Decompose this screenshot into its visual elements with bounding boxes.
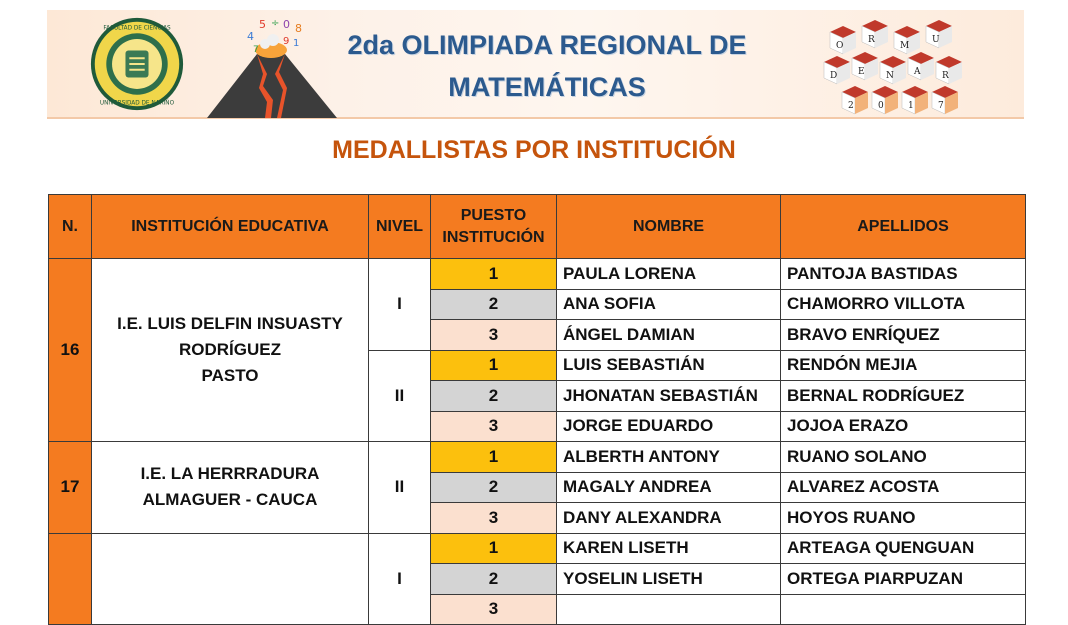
logo-letter: U	[932, 35, 940, 45]
first-name-cell	[557, 594, 781, 625]
header-banner	[47, 10, 1024, 119]
logo-letter: 1	[908, 101, 914, 111]
logo-cube	[894, 26, 920, 54]
first-name-cell: ALBERTH ANTONY	[557, 442, 781, 473]
level-cell: I	[369, 259, 431, 351]
logo-letter: R	[942, 71, 949, 81]
place-cell: 1	[431, 442, 557, 473]
logo-cube	[872, 86, 898, 114]
institution-name	[92, 442, 369, 534]
col-header-puesto-line-1: PUESTO	[460, 206, 527, 224]
col-header-nivel: NIVEL	[369, 195, 431, 259]
logo-letter: D	[830, 71, 838, 81]
banner-title	[347, 24, 747, 108]
place-cell: 2	[431, 472, 557, 503]
col-header-nombre: NOMBRE	[557, 195, 781, 259]
place-cell: 3	[431, 320, 557, 351]
first-name-cell: ÁNGEL DAMIAN	[557, 320, 781, 351]
first-name-cell: JORGE EDUARDO	[557, 411, 781, 442]
logo-letter: E	[858, 67, 865, 77]
logo-cube	[932, 86, 958, 114]
institution-name	[92, 259, 369, 442]
level-cell: II	[369, 350, 431, 442]
last-name-cell: ARTEAGA QUENGUAN	[781, 533, 1026, 564]
col-header-puesto	[431, 195, 557, 259]
logo-letter: O	[836, 41, 844, 51]
first-name-cell: MAGALY ANDREA	[557, 472, 781, 503]
first-name-cell: YOSELIN LISETH	[557, 564, 781, 595]
last-name-cell: JOJOA ERAZO	[781, 411, 1026, 442]
last-name-cell: ORTEGA PIARPUZAN	[781, 564, 1026, 595]
institution-name-line: PASTO	[201, 366, 259, 385]
table-row	[49, 259, 1026, 290]
logo-letter: 2	[848, 101, 854, 111]
logo-letter: 7	[938, 101, 944, 111]
svg-text:9: 9	[283, 36, 290, 47]
banner-title-line-2: MATEMÁTICAS	[448, 72, 646, 102]
logo-cube	[842, 86, 868, 114]
svg-text:FACULTAD DE CIENCIAS: FACULTAD DE CIENCIAS	[103, 25, 171, 32]
table-body	[49, 259, 1026, 625]
last-name-cell: RUANO SOLANO	[781, 442, 1026, 473]
volcano-numbers-icon	[207, 14, 337, 118]
place-cell: 1	[431, 259, 557, 290]
medallists-table	[48, 194, 1026, 625]
level-cell: II	[369, 442, 431, 534]
institution-name-line: ALMAGUER - CAUCA	[142, 490, 318, 510]
logo-cube	[852, 52, 878, 80]
last-name-cell: PANTOJA BASTIDAS	[781, 259, 1026, 290]
table-header-row	[49, 195, 1026, 259]
place-cell: 3	[431, 503, 557, 534]
table-row	[49, 442, 1026, 473]
logo-letter: M	[900, 41, 910, 51]
first-name-cell: ANA SOFIA	[557, 289, 781, 320]
first-name-cell: DANY ALEXANDRA	[557, 503, 781, 534]
logo-cube	[902, 86, 928, 114]
page-subtitle: MEDALLISTAS POR INSTITUCIÓN	[332, 136, 736, 164]
svg-text:0: 0	[283, 18, 290, 31]
place-cell: 1	[431, 533, 557, 564]
last-name-cell: BRAVO ENRÍQUEZ	[781, 320, 1026, 351]
svg-text:8: 8	[295, 22, 302, 35]
logo-cube	[908, 52, 934, 80]
table-row	[49, 533, 1026, 564]
last-name-cell: BERNAL RODRÍGUEZ	[781, 381, 1026, 412]
col-header-puesto-line-2: INSTITUCIÓN	[442, 228, 545, 246]
logo-cube	[830, 26, 856, 54]
logo-cube	[824, 56, 850, 84]
first-name-cell: KAREN LISETH	[557, 533, 781, 564]
place-cell: 3	[431, 594, 557, 625]
institution-name-line: I.E. LUIS DELFIN INSUASTY	[117, 314, 343, 333]
logo-cube	[880, 56, 906, 84]
institution-number	[49, 533, 92, 625]
place-cell: 1	[431, 350, 557, 381]
last-name-cell: CHAMORRO VILLOTA	[781, 289, 1026, 320]
last-name-cell: HOYOS RUANO	[781, 503, 1026, 534]
logo-letter: N	[886, 71, 894, 81]
svg-text:7: 7	[253, 45, 259, 55]
svg-text:÷: ÷	[271, 18, 280, 29]
first-name-cell: PAULA LORENA	[557, 259, 781, 290]
place-cell: 2	[431, 381, 557, 412]
col-header-institucion: INSTITUCIÓN EDUCATIVA	[92, 195, 369, 259]
institution-name-line: RODRÍGUEZ	[179, 340, 281, 359]
svg-text:UNIVERSIDAD DE NARIÑO: UNIVERSIDAD DE NARIÑO	[99, 100, 175, 107]
level-cell: I	[369, 533, 431, 625]
place-cell: 2	[431, 564, 557, 595]
first-name-cell: JHONATAN SEBASTIÁN	[557, 381, 781, 412]
svg-text:1: 1	[293, 38, 300, 49]
last-name-cell	[781, 594, 1026, 625]
logo-letter: 0	[878, 101, 884, 111]
svg-text:5: 5	[259, 18, 266, 31]
last-name-cell: RENDÓN MEJIA	[781, 350, 1026, 381]
last-name-cell: ALVAREZ ACOSTA	[781, 472, 1026, 503]
place-cell: 2	[431, 289, 557, 320]
university-seal-logo	[89, 16, 185, 112]
svg-text:4: 4	[247, 30, 254, 43]
banner-title-line-1: 2da OLIMPIADA REGIONAL DE	[347, 30, 747, 60]
ormudenar-cubes-logo	[822, 12, 972, 118]
logo-letter: A	[914, 67, 921, 77]
institution-number: 16	[49, 259, 92, 442]
logo-cube	[936, 56, 962, 84]
logo-letter: R	[868, 35, 875, 45]
logo-cube	[926, 20, 952, 48]
institution-name-line: I.E. LA HERRRADURA	[140, 464, 320, 484]
logo-cube	[862, 20, 888, 48]
place-cell: 3	[431, 411, 557, 442]
col-header-apellidos: APELLIDOS	[781, 195, 1026, 259]
institution-name	[92, 533, 369, 625]
institution-number: 17	[49, 442, 92, 534]
col-header-n: N.	[49, 195, 92, 259]
first-name-cell: LUIS SEBASTIÁN	[557, 350, 781, 381]
